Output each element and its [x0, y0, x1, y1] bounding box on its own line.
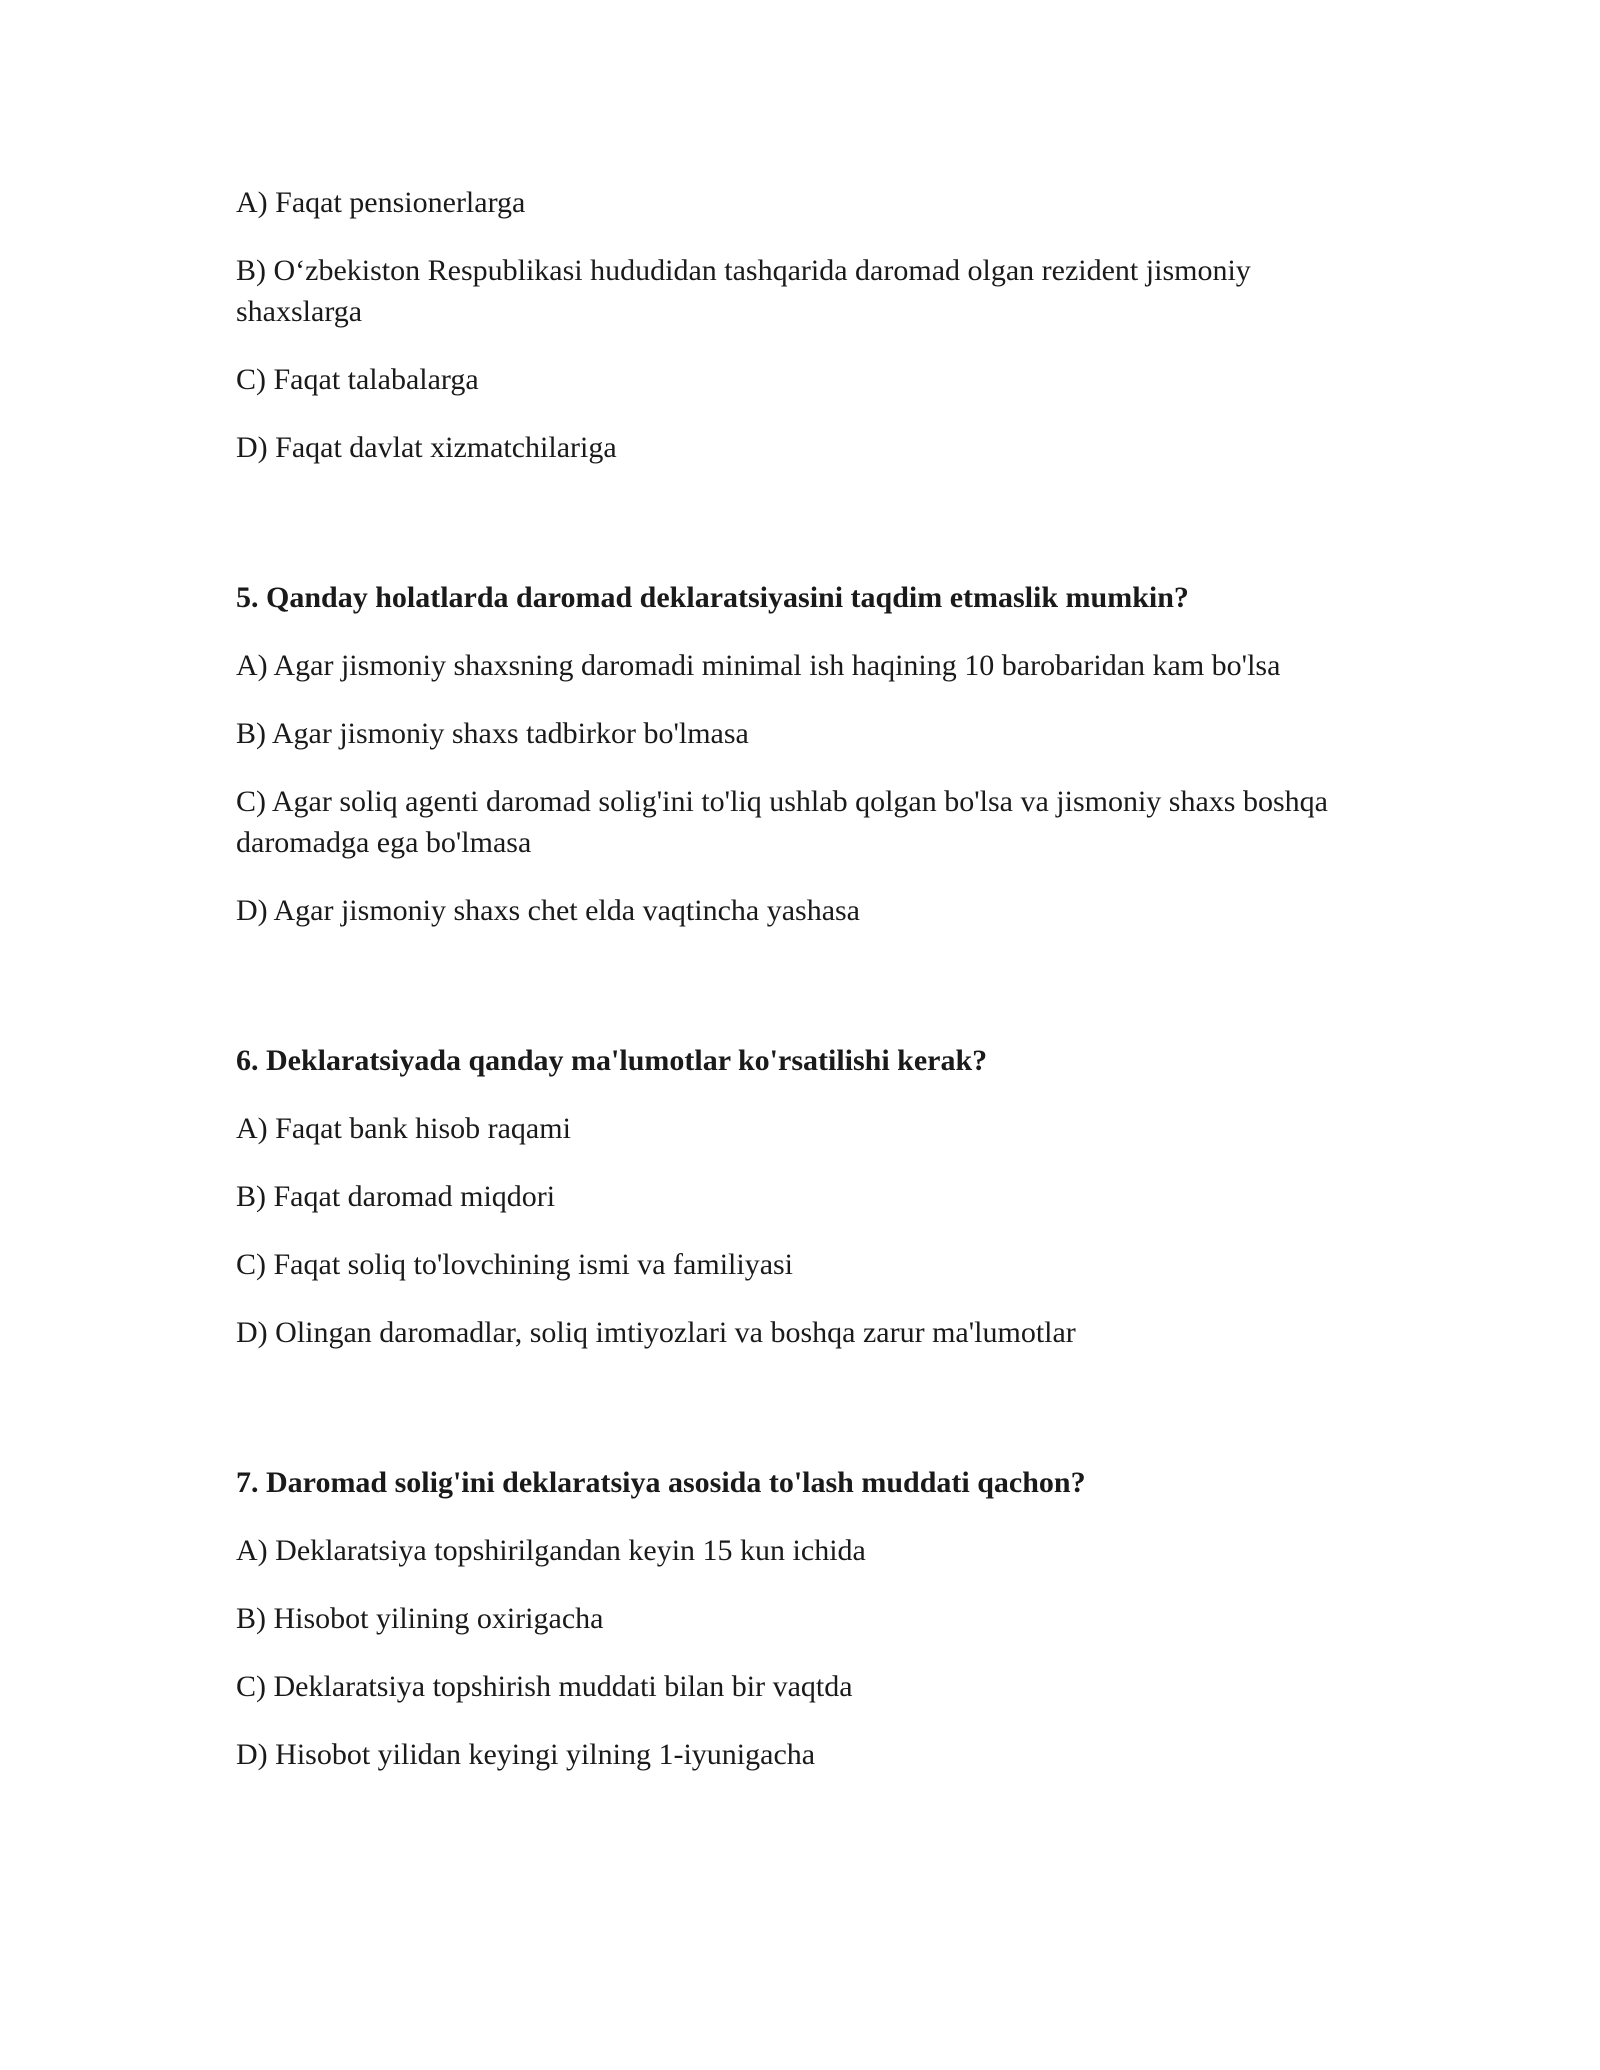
option-d: D) Hisobot yilidan keyingi yilning 1-iyunigacha [236, 1738, 816, 1771]
spacer [236, 468, 1376, 577]
question-block-4-options [236, 182, 1376, 468]
option-c: C) Faqat talabalarga [236, 363, 479, 396]
option-a: A) Deklaratsiya topshirilgandan keyin 15 kun ichida [236, 1534, 866, 1567]
question-heading: 5. Qanday holatlarda daromad deklaratsiyasini taqdim etmaslik mumkin? [236, 581, 1189, 614]
option-d: D) Agar jismoniy shaxs chet elda vaqtincha yashasa [236, 894, 860, 927]
option-c: C) Agar soliq agenti daromad solig'ini to'liq ushlab qolgan bo'lsa va jismoniy shaxs boshqa daromadga ega bo'lmasa [236, 785, 1328, 859]
option-b: B) Agar jismoniy shaxs tadbirkor bo'lmasa [236, 717, 749, 750]
option-a: A) Agar jismoniy shaxsning daromadi minimal ish haqining 10 barobaridan kam bo'lsa [236, 649, 1281, 682]
option-b: B) O‘zbekiston Respublikasi hududidan tashqarida daromad olgan rezident jismoniy shaxslarga [236, 254, 1251, 328]
question-block-6 [236, 1040, 1376, 1353]
option-d: D) Faqat davlat xizmatchilariga [236, 431, 617, 464]
option-a: A) Faqat pensionerlarga [236, 186, 526, 219]
option-d: D) Olingan daromadlar, soliq imtiyozlari va boshqa zarur ma'lumotlar [236, 1316, 1076, 1349]
option-c: C) Deklaratsiya topshirish muddati bilan bir vaqtda [236, 1670, 853, 1703]
question-heading: 6. Deklaratsiyada qanday ma'lumotlar ko'rsatilishi kerak? [236, 1044, 988, 1077]
question-block-5 [236, 577, 1376, 931]
question-block-7 [236, 1462, 1376, 1775]
spacer [236, 931, 1376, 1040]
question-heading: 7. Daromad solig'ini deklaratsiya asosida to'lash muddati qachon? [236, 1466, 1086, 1499]
option-b: B) Hisobot yilining oxirigacha [236, 1602, 604, 1635]
document-content [236, 182, 1376, 1775]
option-b: B) Faqat daromad miqdori [236, 1180, 556, 1213]
option-c: C) Faqat soliq to'lovchining ismi va familiyasi [236, 1248, 794, 1281]
option-a: A) Faqat bank hisob raqami [236, 1112, 571, 1145]
spacer [236, 1353, 1376, 1462]
